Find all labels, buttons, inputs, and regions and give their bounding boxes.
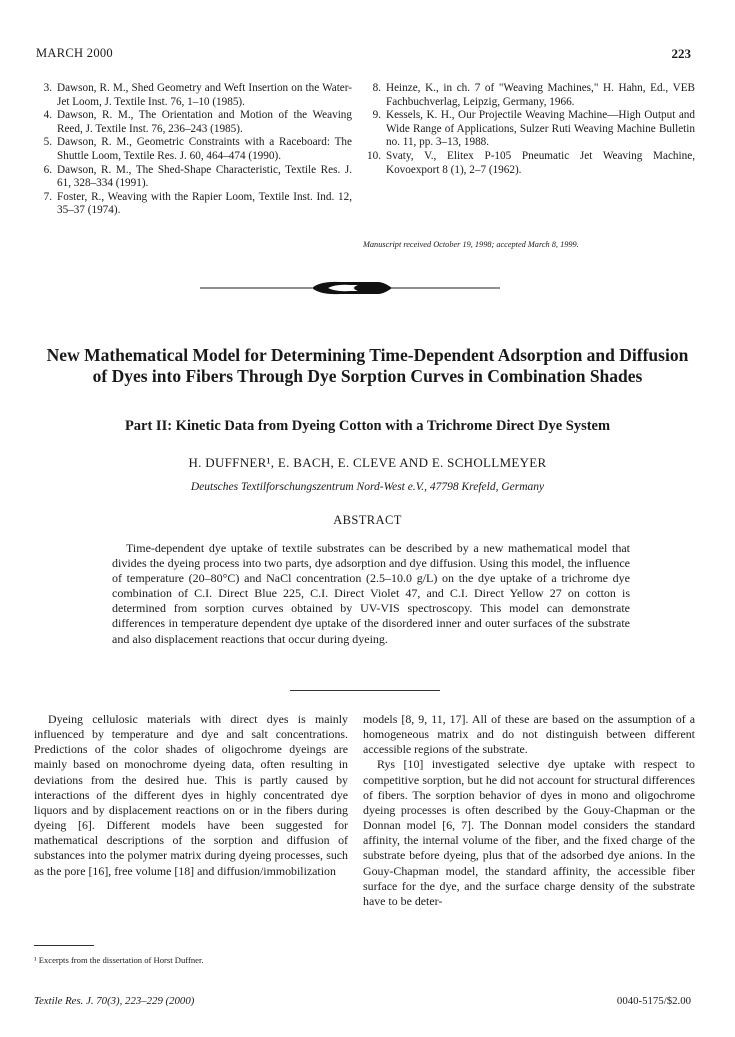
section-rule (290, 690, 440, 691)
article-title: New Mathematical Model for Determining Time-Dependent Adsorption and Diffusion of Dyes into Fibers Through Dye Sorption Curves in Combination Shades (46, 345, 689, 386)
footnote: ¹ Excerpts from the dissertation of Horst Duffner. (34, 955, 204, 965)
page-number: 223 (671, 46, 691, 61)
section-divider-ornament (200, 280, 500, 296)
abstract-heading: ABSTRACT (333, 513, 402, 527)
running-header: MARCH 2000 (36, 46, 113, 60)
reference-item: 10. Svaty, V., Elitex P-105 Pneumatic Jet Weaving Machine, Kovoexport 8 (1), 2–7 (1962). (367, 149, 695, 176)
footnote-rule (34, 945, 94, 946)
reference-item: 5. Dawson, R. M., Geometric Constraints with a Raceboard: The Shuttle Loom, Textile Res. J. 60, 464–474 (1990). (43, 136, 352, 162)
body-column-right (363, 712, 695, 909)
references-right (363, 82, 695, 177)
body-paragraph: models [8, 9, 11, 17]. All of these are based on the assumption of a homogeneous matrix and do not distinguish between different accessible regions of the substrate. (363, 712, 695, 757)
journal-citation: Textile Res. J. 70(3), 223–229 (2000) (34, 995, 195, 1007)
reference-item: 3. Dawson, R. M., Shed Geometry and Weft Insertion on the Water-Jet Loom, J. Textile Inst. 76, 1–10 (1985). (43, 82, 352, 108)
author-list: H. DUFFNER¹, E. BACH, E. CLEVE AND E. SCHOLLMEYER (188, 455, 547, 470)
body-column-left (34, 712, 348, 879)
issn-price: 0040-5175/$2.00 (616, 995, 691, 1007)
reference-item: 6. Dawson, R. M., The Shed-Shape Characteristic, Textile Res. J. 61, 328–334 (1991). (43, 163, 352, 190)
affiliation: Deutsches Textilforschungszentrum Nord-West e.V., 47798 Krefeld, Germany (190, 481, 545, 493)
reference-item: 4. Dawson, R. M., The Orientation and Motion of the Weaving Reed, J. Textile Inst. 76, 236–243 (1985). (43, 109, 352, 135)
manuscript-note: Manuscript received October 19, 1998; accepted March 8, 1999. (363, 240, 579, 249)
body-paragraph: Dyeing cellulosic materials with direct dyes is mainly influenced by temperature and dye and salt concentrations. Predictions of the color shades of oligochrome dyeings are mainly based on monochrome dyeing data, often resulting in deviations from the desired hue. This is partly caused by interactions of the different dyes in highly concentrated dye liquors and by displacement reactions on or in the fibers during dyeing [6]. Different models have been suggested for mathematical descriptions of the sorption and diffusion of substances into the polymer matrix during dyeing processes, such as the pore [16], free volume [18] and diffusion/immobilization (34, 712, 348, 878)
reference-item: 9. Kessels, K. H., Our Projectile Weaving Machine—High Output and Wide Range of Applications, Sulzer Ruti Weaving Machine Bulletin no. 11, pp. 3–13, 1988. (372, 109, 695, 149)
body-paragraph: Rys [10] investigated selective dye uptake with respect to competitive sorption, but he did not account for structural differences of fibers. The sorption behavior of dyes in mono and oligochrome dyeing processes is often described by the Gouy-Chapman or the Donnan model [6, 7]. The Donnan model considers the standard affinity, the internal volume of the fiber, and the fixed charge of the substrate before dyeing, plus that of the adsorbed dye anions. In the Gouy-Chapman model, the standard affinity, the accessible fiber surface for the dye, and the surface charge density of the substrate have to be deter- (363, 757, 695, 908)
article-subtitle: Part II: Kinetic Data from Dyeing Cotton with a Trichrome Direct Dye System (124, 418, 611, 434)
reference-item: 8. Heinze, K., in ch. 7 of "Weaving Machines," H. Hahn, Ed., VEB Fachbuchverlag, Leipzig, Germany, 1966. (372, 82, 695, 108)
abstract-text: Time-dependent dye uptake of textile substrates can be described by a new mathematical model that divides the dyeing process into two parts, dye adsorption and dye diffusion. Using this model, the influence of temperature (20–80°C) and NaCl concentration (2.5–10.0 g/L) on the dye uptake of a trichrome dye combination of C.I. Direct Blue 225, C.I. Direct Violet 47, and C.I. Direct Yellow 27 on cotton is determined from sorption curves obtained by UV-VIS spectroscopy. This model can demonstrate differences in temperature dependent dye uptake of the disordered inner and outer surfaces of the substrate and also displacement reactions that occur during dyeing. (112, 541, 630, 646)
references-left (34, 82, 352, 218)
reference-item: 7. Foster, R., Weaving with the Rapier Loom, Textile Inst. Ind. 12, 35–37 (1974). (43, 190, 352, 217)
